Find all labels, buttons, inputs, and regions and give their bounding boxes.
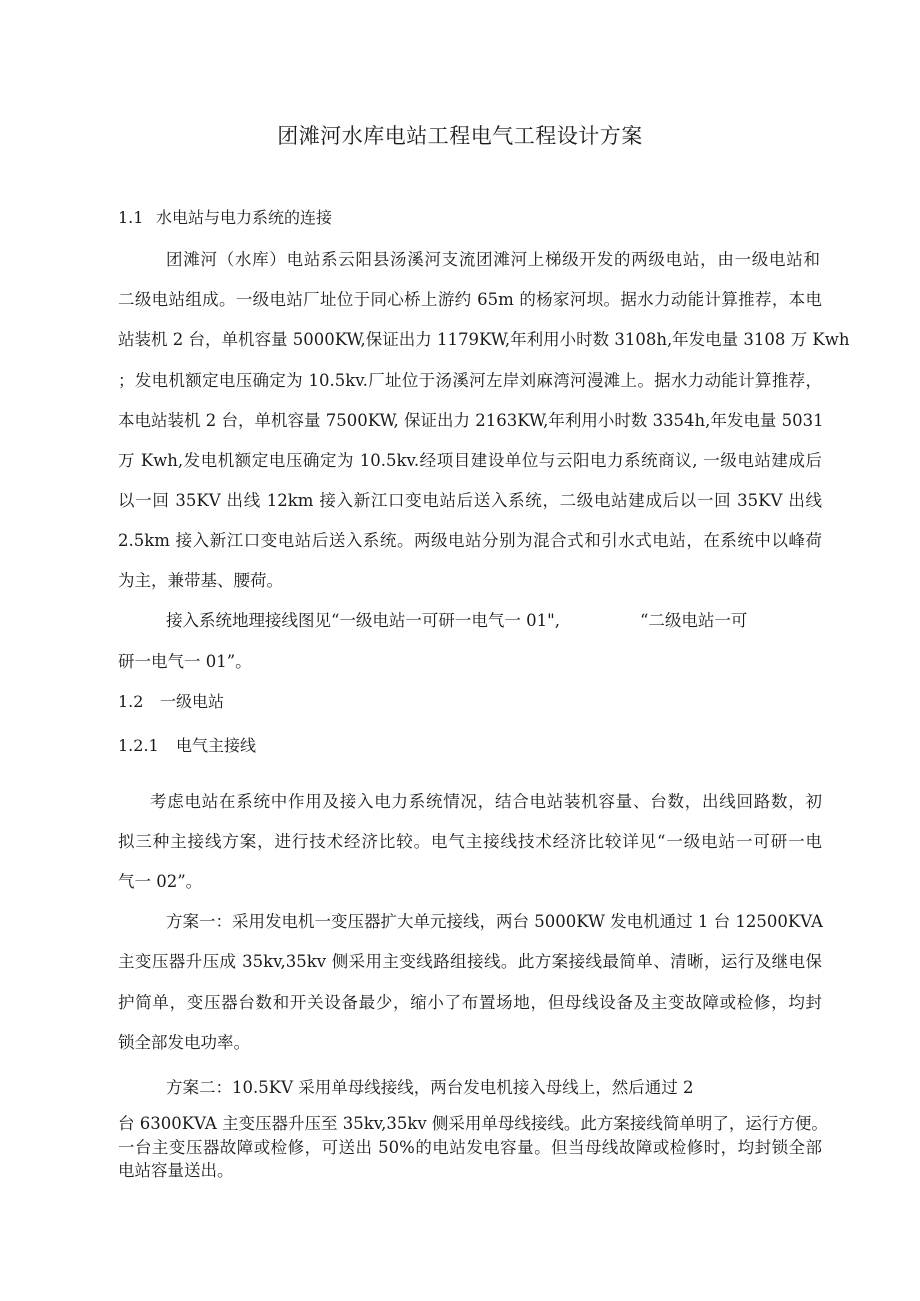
section-title: 一级电站: [160, 692, 225, 711]
paragraph-line: 二级电站组成。一级电站厂址位于同心桥上游约 65m 的杨家河坝。据水力动能计算推荐，本电: [118, 290, 822, 309]
section-heading-1-2: [118, 689, 224, 712]
paragraph-line: 台 6300KVA 主变压器升压至 35kv,35kv 侧采用单母线接线。此方案接线简单明了，运行方便。: [118, 1114, 828, 1133]
paragraph-line: 站装机 2 台，单机容量 5000KW,保证出力 1179KW,年利用小时数 3108h,年发电量 3108 万 Kwh: [118, 330, 850, 349]
paragraph-line: 接入系统地理接线图见“一级电站一可研一电气一 01",: [166, 611, 561, 630]
document-title: 团滩河水库电站工程电气工程设计方案: [277, 124, 643, 148]
paragraph-line: 护简单，变压器台数和开关设备最少，缩小了布置场地，但母线设备及主变故障或检修，均封: [118, 993, 822, 1012]
paragraph-line: 考虑电站在系统中作用及接入电力系统情况，结合电站装机容量、台数，出线回路数，初: [150, 792, 822, 811]
paragraph-line: 为主，兼带基、腰荷。: [118, 571, 283, 590]
paragraph-line: 电站容量送出。: [118, 1161, 234, 1180]
paragraph-line: 本电站装机 2 台，单机容量 7500KW, 保证出力 2163KW,年利用小时数 3354h,年发电量 5031: [118, 411, 824, 430]
section-number: 1.2.1: [118, 736, 159, 755]
paragraph-line: 锁全部发电功率。: [118, 1033, 250, 1052]
paragraph-line: 研一电气一 01”。: [118, 652, 252, 671]
paragraph-line: 主变压器升压成 35kv,35kv 侧采用主变线路组接线。此方案接线最简单、清晰，运行及继电保: [118, 952, 822, 971]
paragraph-line: 团滩河（水库）电站系云阳县汤溪河支流团滩河上梯级开发的两级电站，由一级电站和: [166, 250, 820, 269]
paragraph-line: 拟三种主接线方案，进行技术经济比较。电气主接线技术经济比较详见“一级电站一可研一电: [118, 832, 822, 851]
section-title: 水电站与电力系统的连接: [156, 208, 333, 227]
section-number: 1.1: [118, 208, 144, 227]
section-title: 电气主接线: [176, 736, 257, 755]
paragraph-line: 以一回 35KV 出线 12km 接入新江口变电站后送入系统，二级电站建成后以一回 35KV 出线: [118, 491, 822, 510]
paragraph-line: “二级电站一可: [640, 611, 748, 630]
paragraph-line: 一台主变压器故障或检修，可送出 50%的电站发电容量。但当母线故障或检修时，均封锁全部: [118, 1138, 822, 1157]
section-heading-1-1: [118, 205, 332, 228]
paragraph-line: ；发电机额定电压确定为 10.5kv.厂址位于汤溪河左岸刘麻湾河漫滩上。据水力动能计算推荐，: [118, 371, 822, 390]
paragraph-line: 气一 02”。: [118, 872, 203, 891]
paragraph-line: 2.5km 接入新江口变电站后送入系统。两级电站分别为混合式和引水式电站，在系统中以峰荷: [118, 531, 822, 550]
paragraph-line: 万 Kwh,发电机额定电压确定为 10.5kv.经项目建设单位与云阳电力系统商议, 一级电站建成后: [118, 451, 822, 470]
section-number: 1.2: [118, 692, 144, 711]
section-heading-1-2-1: [118, 733, 256, 756]
paragraph-line: 方案一：采用发电机一变压器扩大单元接线，两台 5000KW 发电机通过 1 台 12500KVA: [166, 912, 823, 931]
paragraph-line: 方案二：10.5KV 采用单母线接线，两台发电机接入母线上，然后通过 2: [166, 1078, 694, 1097]
